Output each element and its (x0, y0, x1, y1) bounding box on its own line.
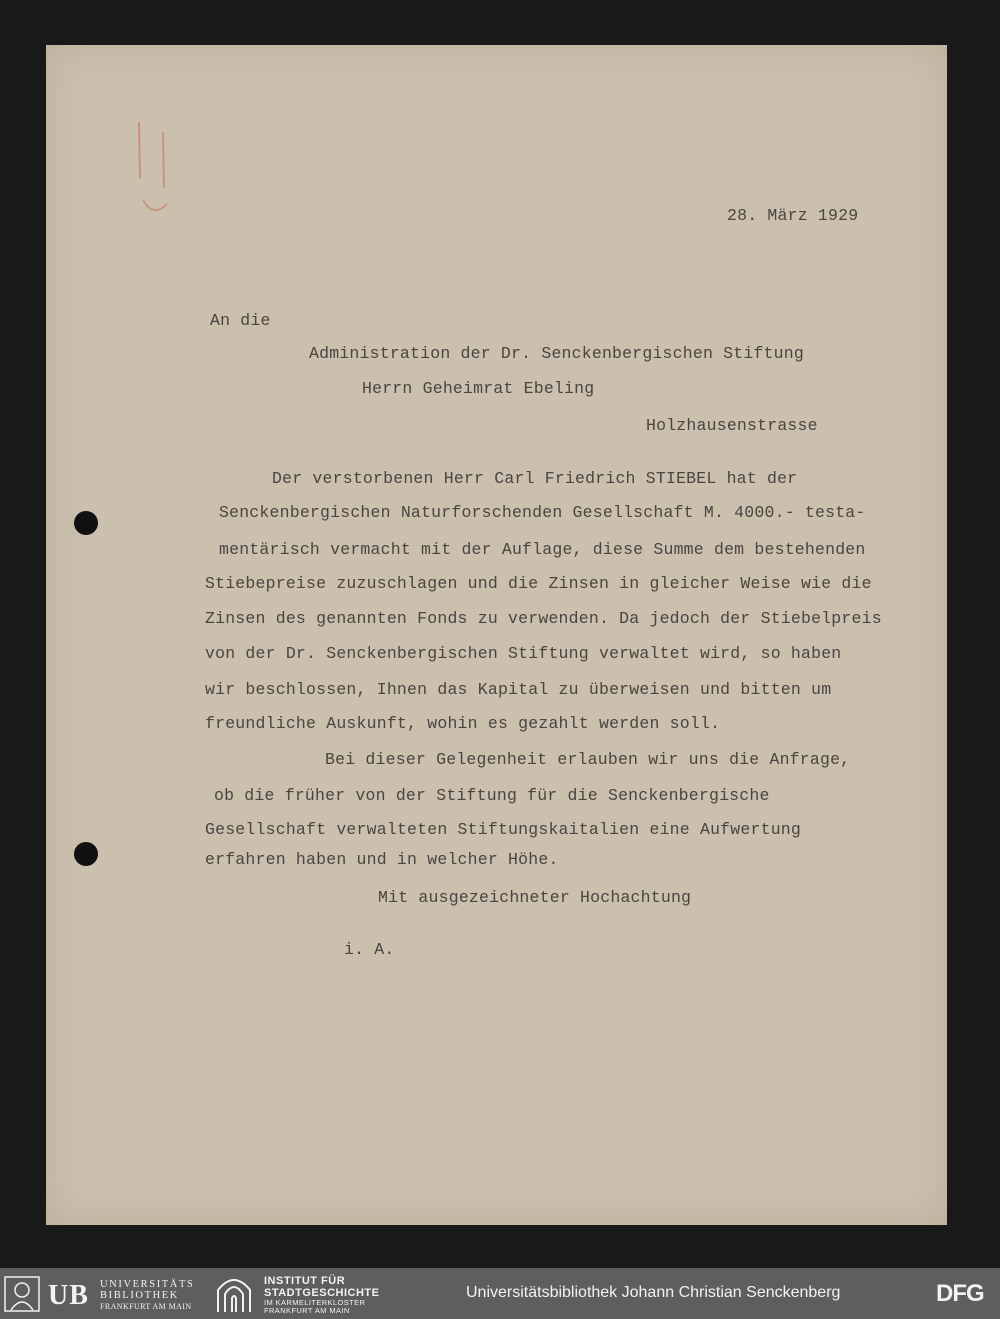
ub-text-line-2: BIBLIOTHEK (100, 1290, 179, 1301)
dfg-logo[interactable] (936, 1278, 992, 1306)
body-line: Der verstorbenen Herr Carl Friedrich STIEBEL hat der (272, 469, 798, 488)
closing-line: Mit ausgezeichneter Hochachtung (378, 888, 692, 907)
signature-line: i. A. (344, 940, 395, 959)
punch-hole-bottom (74, 842, 98, 866)
ub-text-line-3: FRANKFURT AM MAIN (100, 1302, 192, 1311)
isg-logo[interactable] (214, 1274, 414, 1314)
body-line: Senckenbergischen Naturforschenden Gesellschaft M. 4000.- testa- (219, 503, 866, 522)
isg-title (264, 1275, 379, 1299)
ub-text (100, 1279, 194, 1312)
body-line: freundliche Auskunft, wohin es gezahlt werden soll. (205, 714, 721, 733)
body-line: von der Dr. Senckenbergischen Stiftung verwaltet wird, so haben (205, 644, 842, 663)
isg-title-line-1: INSTITUT FÜR (264, 1275, 346, 1287)
body-line: mentärisch vermacht mit der Auflage, diese Summe dem bestehenden (219, 540, 866, 559)
arch-icon (214, 1274, 254, 1314)
ub-letters: UB (48, 1280, 89, 1311)
ub-text-line-1: UNIVERSITÄTS (100, 1279, 195, 1290)
letter-date: 28. März 1929 (727, 206, 859, 225)
body-line: Stiebepreise zuzuschlagen und die Zinsen in gleicher Weise wie die (205, 574, 872, 593)
addressee-line-2: Herrn Geheimrat Ebeling (362, 379, 595, 398)
body-line: Gesellschaft verwalteten Stiftungskaitalien eine Aufwertung (205, 820, 801, 839)
footer-bar (0, 1268, 1000, 1319)
body-line: Zinsen des genannten Fonds zu verwenden. Da jedoch der Stiebelpreis (205, 609, 882, 628)
dfg-logo-text: DFG (936, 1280, 984, 1306)
body-line: ob die früher von der Stiftung für die Senckenbergische (214, 786, 770, 805)
footer-library-name: Universitätsbibliothek Johann Christian Senckenberg (466, 1284, 841, 1301)
ub-portrait-icon (4, 1276, 40, 1312)
street-line: Holzhausenstrasse (646, 416, 818, 435)
isg-sub-line-2: FRANKFURT AM MAIN (264, 1306, 350, 1315)
ub-logo[interactable] (4, 1276, 204, 1312)
body-line: wir beschlossen, Ihnen das Kapital zu überweisen und bitten um (205, 680, 832, 699)
punch-hole-top (74, 511, 98, 535)
red-pencil-mark (133, 118, 173, 223)
addressee-intro: An die (210, 311, 271, 330)
addressee-line-1: Administration der Dr. Senckenbergischen Stiftung (309, 344, 804, 363)
body-line: Bei dieser Gelegenheit erlauben wir uns die Anfrage, (325, 750, 851, 769)
isg-subtitle (264, 1299, 365, 1315)
isg-title-line-2: STADTGESCHICHTE (264, 1287, 380, 1299)
isg-sub-line-1: IM KARMELITERKLOSTER (264, 1298, 366, 1307)
body-line: erfahren haben und in welcher Höhe. (205, 850, 559, 869)
